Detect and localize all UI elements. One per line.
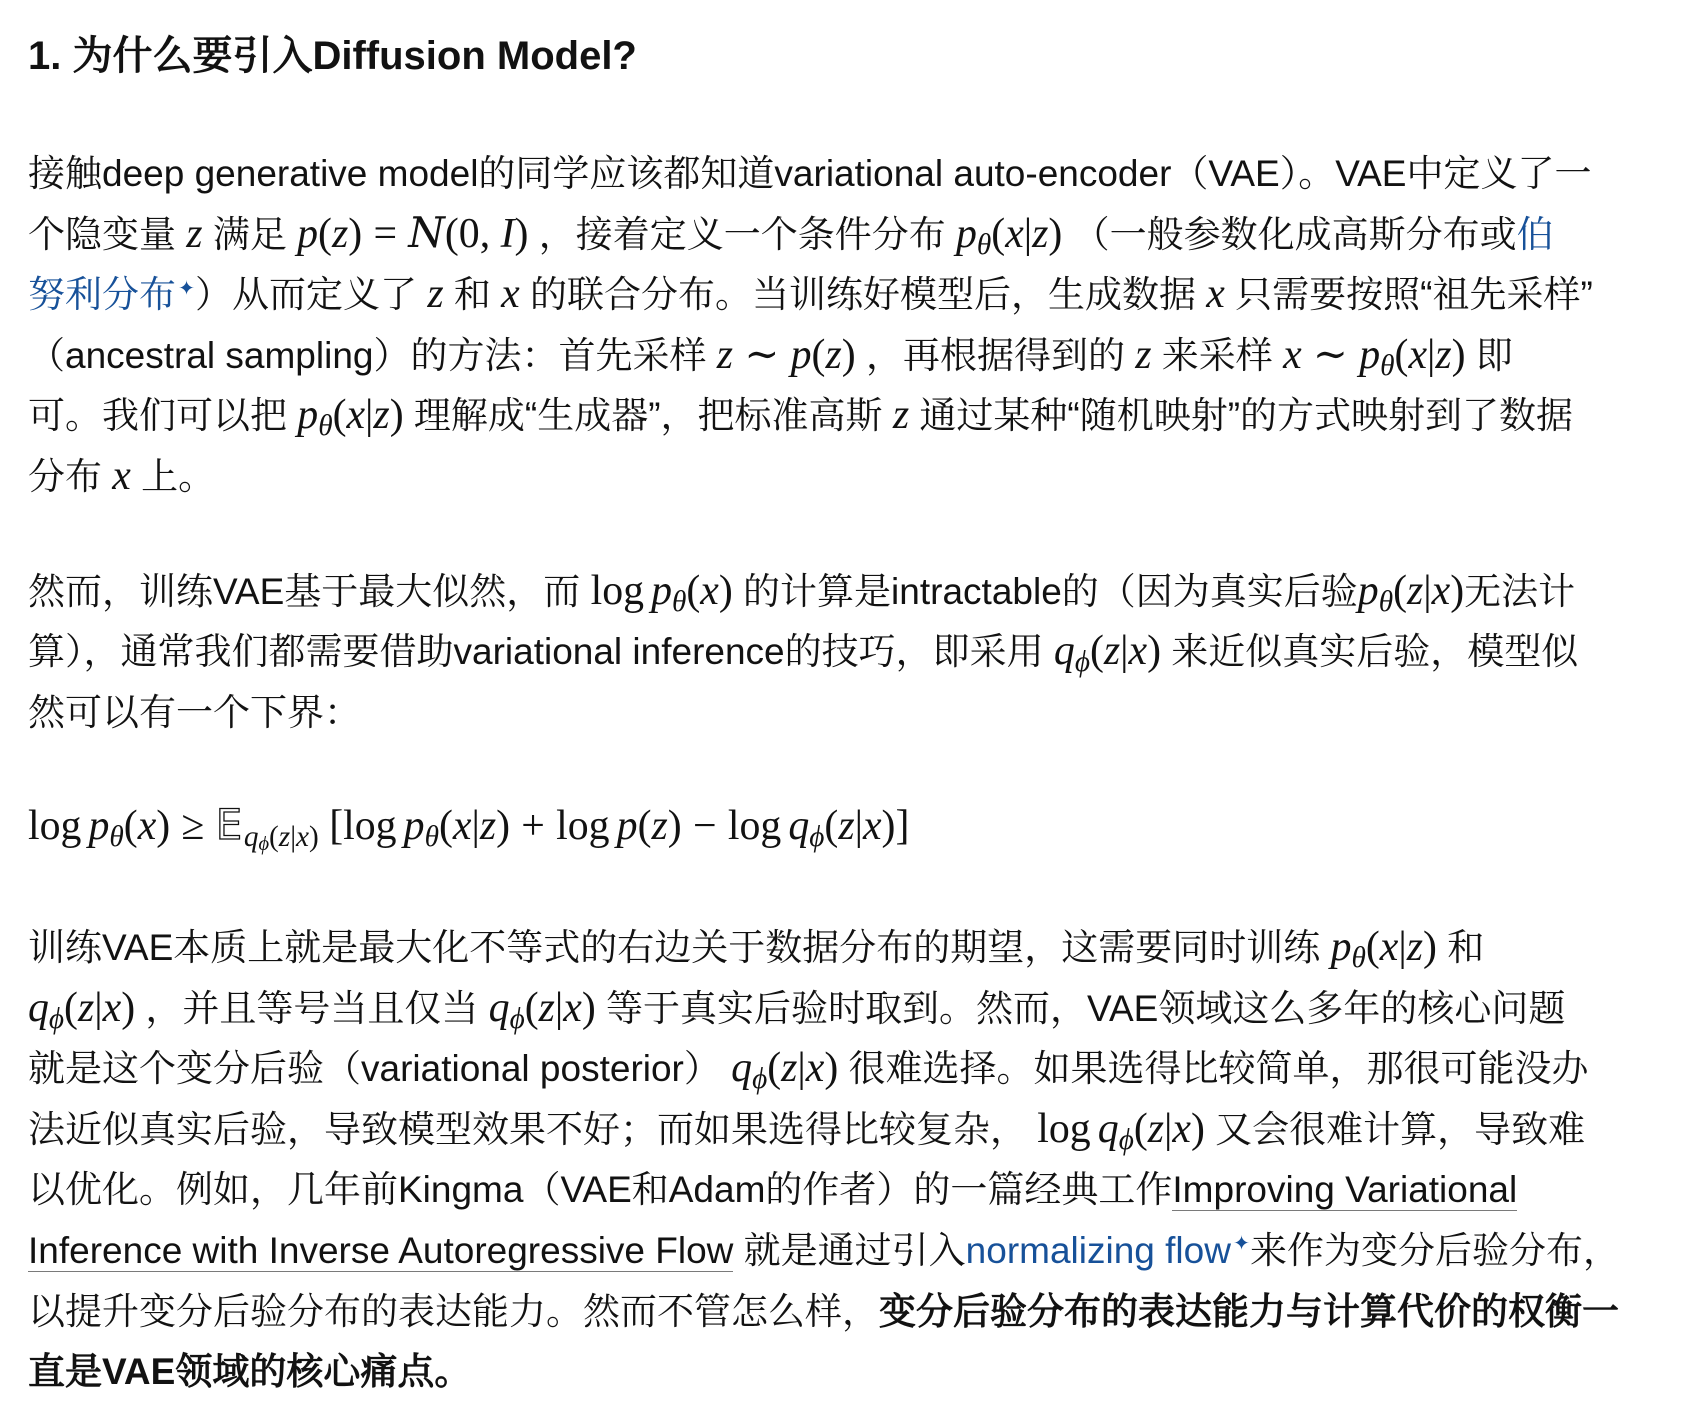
body-text: 理解成“生成器”，把标准高斯 [403, 395, 893, 437]
body-text: 只需要按照“祖先采样” [1224, 274, 1593, 316]
math-symbol: ) [121, 984, 136, 1031]
math-subscript [425, 821, 439, 853]
math-symbol: log [1037, 1105, 1091, 1152]
math-symbol: x [563, 984, 582, 1031]
math-symbol: x [102, 984, 122, 1031]
math-symbol: q [788, 803, 810, 850]
math-symbol: | [1423, 567, 1432, 614]
math-symbol: ) [667, 803, 682, 850]
math-symbol: x [1128, 628, 1148, 675]
body-text: 来采样 [1151, 334, 1284, 376]
math-subscript [1075, 646, 1090, 678]
text-line [28, 1221, 1695, 1282]
body-text: 和 [443, 274, 502, 316]
math-symbol: | [1164, 1105, 1173, 1152]
keyword-link[interactable] [1517, 214, 1554, 255]
math-symbol: (0, [444, 210, 501, 257]
math-symbol: ( [524, 984, 539, 1031]
math-symbol: z [838, 803, 855, 850]
math-symbol: ( [1365, 923, 1380, 970]
math-symbol: ( [811, 331, 826, 378]
math-symbol: ∼ [1312, 331, 1348, 378]
math-symbol: z [825, 331, 842, 378]
math-symbol: ( [991, 210, 1006, 257]
math-symbol: − [692, 803, 717, 850]
math-symbol: ϕ [48, 1002, 65, 1035]
math-subscript [672, 586, 686, 618]
inline-math [28, 984, 136, 1035]
math-symbol: | [1120, 628, 1129, 675]
math-symbol: p [651, 567, 672, 614]
math-symbol: ( [64, 984, 78, 1031]
math-symbol: z [781, 1045, 798, 1092]
math-symbol: q [731, 1045, 753, 1092]
math-symbol: x [346, 392, 366, 439]
body-text: 然而，训练VAE基于最大似然，而 [28, 570, 591, 612]
inline-math [1135, 332, 1151, 378]
body-text: 通过某种“随机映射”的方式映射到了数据 [909, 395, 1574, 437]
inline-math [893, 392, 909, 438]
math-symbol: z [278, 821, 291, 854]
inline-math [731, 1045, 839, 1096]
math-symbol: z [1032, 210, 1049, 257]
text-line [28, 1039, 1695, 1100]
math-symbol: ( [332, 392, 347, 439]
inline-math [297, 207, 529, 257]
inline-math [501, 271, 520, 317]
math-symbol: ] [895, 803, 910, 850]
math-symbol: ) [841, 331, 856, 378]
text-line [28, 447, 1695, 508]
text-line [28, 979, 1695, 1040]
math-symbol: p [297, 392, 319, 439]
math-symbol: q [28, 984, 49, 1031]
math-symbol: z [373, 392, 390, 439]
formula-expression [28, 800, 910, 856]
bold-text: 变分后验分布的表达能力与计算代价的权衡一 [879, 1290, 1619, 1332]
math-symbol: ∼ [744, 331, 780, 378]
keyword-link-label[interactable]: 努利分布 [28, 274, 176, 316]
body-text: 即 [1465, 334, 1513, 376]
body-text: 很难选择。如果选得比较简单，那很可能没办 [838, 1048, 1589, 1090]
math-symbol: | [797, 1045, 806, 1092]
inline-math [427, 271, 443, 317]
math-symbol: log [28, 803, 82, 850]
math-symbol: z [1147, 1105, 1165, 1152]
math-symbol: | [365, 392, 374, 439]
inline-math [297, 392, 404, 443]
text-line [28, 622, 1695, 683]
math-symbol: θ [1351, 941, 1366, 974]
math-symbol: q [243, 821, 259, 854]
math-subscript [1380, 350, 1394, 382]
body-text: 无法计 [1464, 570, 1576, 612]
math-symbol: p [616, 803, 638, 850]
math-symbol: p [297, 210, 319, 257]
math-symbol: q [1053, 628, 1075, 675]
math-symbol: z [427, 271, 444, 318]
inline-math [186, 211, 202, 257]
math-symbol: ) [581, 984, 596, 1031]
math-symbol: z [77, 984, 95, 1031]
math-symbol: x [296, 821, 310, 854]
math-symbol: x [1379, 923, 1399, 970]
math-symbol: | [854, 803, 863, 850]
paragraph [28, 562, 1695, 744]
keyword-link-label[interactable]: 伯 [1516, 213, 1554, 255]
math-symbol: ( [1133, 1105, 1148, 1152]
inline-math [1330, 923, 1437, 974]
math-symbol: + [521, 803, 545, 850]
body-text: 算），通常我们都需要借助variational inference的技巧，即采用 [28, 631, 1054, 673]
math-symbol: N [408, 207, 445, 257]
article-link[interactable]: Improving Variational [1172, 1169, 1518, 1211]
math-symbol: x [805, 1045, 825, 1092]
math-symbol: x [1408, 331, 1427, 378]
sparkle-icon[interactable] [1231, 1230, 1250, 1271]
math-symbol: | [290, 821, 297, 854]
body-text: 上。 [130, 455, 216, 497]
math-symbol: z [651, 803, 668, 850]
math-symbol: ) [1147, 628, 1162, 675]
math-symbol: θ [1380, 349, 1395, 382]
math-subscript [977, 229, 991, 261]
math-symbol: p [88, 803, 110, 850]
math-subscript [243, 821, 319, 856]
inline-math [488, 984, 596, 1035]
math-symbol: ( [686, 567, 701, 614]
text-line [28, 205, 1695, 266]
math-symbol: | [471, 803, 480, 850]
body-text: 以提升变分后验分布的表达能力。然而不管怎么样， [28, 1290, 879, 1332]
text-line [28, 265, 1695, 326]
body-text: 又会很难计算，导致难 [1204, 1108, 1586, 1150]
math-symbol: ( [1394, 331, 1409, 378]
math-symbol: x [1206, 271, 1225, 318]
math-symbol: p [403, 803, 425, 850]
body-text: 来近似真实后验，模型似 [1161, 631, 1579, 673]
formula-line [28, 797, 1695, 858]
math-symbol: z [479, 803, 497, 850]
math-symbol: x [1283, 331, 1302, 378]
text-line [28, 1100, 1695, 1161]
body-text: 训练VAE本质上就是最大化不等式的右边关于数据分布的期望，这需要同时训练 [28, 926, 1331, 968]
math-symbol: ( [1393, 567, 1407, 614]
text-line [28, 918, 1695, 979]
inline-math [590, 567, 733, 618]
inline-math [1357, 567, 1465, 618]
body-text: ，接着定义一个条件分布 [528, 213, 956, 255]
inline-math [717, 332, 856, 378]
math-symbol: x [501, 271, 520, 318]
body-text: （ancestral sampling）的方法：首先采样 [28, 334, 717, 376]
text-line [28, 1342, 1695, 1403]
text-line [28, 144, 1695, 205]
inline-math [956, 210, 1063, 261]
math-symbol: z [331, 210, 349, 257]
math-symbol: log [556, 803, 610, 850]
math-symbol: log [590, 567, 644, 614]
math-symbol: ) [881, 803, 896, 850]
math-symbol: z [1406, 923, 1423, 970]
math-symbol: θ [672, 585, 687, 618]
math-symbol: ϕ [1074, 646, 1090, 679]
section-title: 1. 为什么要引入Diffusion Model? [28, 34, 637, 78]
math-symbol: z [1103, 628, 1121, 675]
inline-math [1053, 628, 1162, 679]
body-text: 的计算是intractable的（因为真实后验 [732, 570, 1358, 612]
math-symbol: E [215, 800, 243, 850]
math-symbol: [ [318, 803, 344, 850]
math-symbol: x [112, 452, 131, 499]
math-symbol: ) [1450, 567, 1465, 614]
math-symbol: ) [309, 821, 319, 854]
inline-math [1283, 331, 1466, 382]
math-symbol: | [94, 984, 103, 1031]
bold-text: 直是VAE领域的核心痛点。 [28, 1351, 472, 1393]
body-text: 然可以有一个下界： [28, 691, 361, 733]
body-text: 接触deep generative model的同学应该都知道variational auto-encoder（VAE）。VAE中定义了一 [28, 153, 1592, 194]
math-symbol: I [500, 210, 515, 257]
text-line [28, 683, 1695, 744]
inline-math [112, 453, 131, 499]
math-symbol: ) [1190, 1105, 1205, 1152]
math-subscript [510, 1003, 525, 1035]
math-symbol: ( [123, 803, 138, 850]
body-text: 和 [1436, 926, 1485, 968]
body-text: ）从而定义了 [195, 274, 428, 316]
math-symbol: q [1097, 1105, 1119, 1152]
math-symbol: ( [767, 1045, 782, 1092]
math-symbol: ) [1048, 210, 1063, 257]
math-symbol: ϕ [1118, 1123, 1134, 1156]
keyword-link-label[interactable]: normalizing flow [965, 1229, 1231, 1271]
math-symbol: ( [269, 821, 279, 854]
math-symbol: | [554, 984, 564, 1031]
math-symbol: z [186, 210, 203, 257]
math-symbol: x [1431, 567, 1451, 614]
paragraph [28, 918, 1695, 1403]
math-symbol: z [716, 331, 734, 378]
math-symbol: p [956, 210, 977, 257]
display-formula [28, 797, 1695, 858]
math-symbol: z [538, 984, 555, 1031]
body-text: 可。我们可以把 [28, 395, 298, 437]
math-symbol: z [1406, 567, 1424, 614]
math-symbol: log [343, 803, 397, 850]
math-symbol: θ [109, 821, 124, 854]
math-symbol: ϕ [509, 1002, 525, 1035]
math-subscript [752, 1063, 767, 1095]
math-symbol: ( [637, 803, 652, 850]
inline-math [1037, 1105, 1205, 1156]
math-symbol: p [790, 331, 812, 378]
math-subscript [318, 410, 332, 442]
math-symbol: ) [824, 1045, 839, 1092]
math-symbol: x [1005, 210, 1024, 257]
body-text: 满足 [202, 213, 298, 255]
math-symbol: θ [424, 821, 439, 854]
math-symbol: p [1359, 331, 1381, 378]
body-text: 的联合分布。当训练好模型后，生成数据 [519, 274, 1207, 316]
math-symbol: ) [348, 210, 363, 257]
math-subscript [258, 833, 269, 855]
math-subscript [109, 821, 123, 853]
body-text: 就是通过引入 [733, 1229, 966, 1271]
math-subscript [1119, 1124, 1134, 1156]
math-symbol: θ [976, 228, 992, 261]
sparkle-icon[interactable] [176, 274, 195, 315]
math-subscript [809, 821, 824, 853]
math-symbol: ( [438, 803, 453, 850]
math-symbol: ) [389, 392, 404, 439]
math-symbol: ) [1423, 923, 1437, 970]
math-symbol: ϕ [809, 821, 825, 854]
math-subscript [1379, 586, 1393, 618]
math-symbol: | [1427, 331, 1436, 378]
text-line [28, 326, 1695, 387]
text-line [28, 1160, 1695, 1221]
math-symbol: x [452, 803, 472, 850]
math-symbol: p [1330, 923, 1352, 970]
math-symbol: ( [824, 803, 839, 850]
body-text: 就是这个变分后验（variational posterior） [28, 1048, 732, 1090]
math-symbol: ϕ [258, 833, 270, 856]
paragraph [28, 144, 1695, 508]
body-text: （一般参数化成高斯分布或 [1062, 213, 1517, 255]
body-text: 来作为变分后验分布， [1250, 1229, 1620, 1271]
math-symbol: = [373, 210, 398, 257]
math-symbol: p [1357, 567, 1379, 614]
math-symbol: ( [318, 210, 332, 257]
math-symbol: ) [718, 567, 733, 614]
math-subscript [49, 1003, 64, 1035]
math-symbol: x [862, 803, 882, 850]
article-link[interactable]: Inference with Inverse Autoregressive Flow [28, 1229, 734, 1271]
math-symbol: q [488, 984, 510, 1031]
math-symbol: θ [1378, 585, 1394, 618]
math-symbol: | [1023, 210, 1033, 257]
math-symbol: | [1398, 923, 1407, 970]
math-symbol: x [137, 803, 157, 850]
math-symbol: ≥ [181, 803, 205, 850]
math-symbol: x [700, 567, 719, 614]
text-line [28, 1282, 1695, 1343]
math-symbol: ) [496, 803, 511, 850]
body-text: 分布 [28, 455, 113, 497]
math-symbol: z [1135, 331, 1152, 378]
inline-math [1206, 271, 1225, 317]
body-text: ，再根据得到的 [855, 334, 1136, 376]
body-text: 法近似真实后验，导致模型效果不好；而如果选得比较复杂， [28, 1108, 1038, 1150]
math-symbol: log [727, 803, 782, 850]
math-symbol: ) [156, 803, 171, 850]
keyword-link[interactable] [28, 274, 195, 315]
body-text: ，并且等号当且仅当 [135, 987, 489, 1029]
text-line [28, 562, 1695, 623]
math-symbol: θ [318, 410, 333, 443]
body-text: 个隐变量 [28, 213, 187, 255]
math-symbol: z [892, 392, 910, 439]
math-symbol: ) [1451, 331, 1466, 378]
math-subscript [1351, 942, 1365, 974]
math-symbol: x [1172, 1105, 1191, 1152]
body-text: 等于真实后验时取到。然而，VAE领域这么多年的核心问题 [595, 987, 1566, 1029]
math-symbol: ϕ [752, 1063, 768, 1096]
math-symbol: z [1435, 331, 1452, 378]
body-text: 以优化。例如，几年前Kingma（VAE和Adam的作者）的一篇经典工作 [28, 1169, 1173, 1211]
math-symbol: ) [514, 210, 529, 257]
article-body [28, 144, 1695, 1403]
text-line [28, 386, 1695, 447]
keyword-link[interactable] [966, 1230, 1250, 1271]
math-symbol: ( [1089, 628, 1104, 675]
